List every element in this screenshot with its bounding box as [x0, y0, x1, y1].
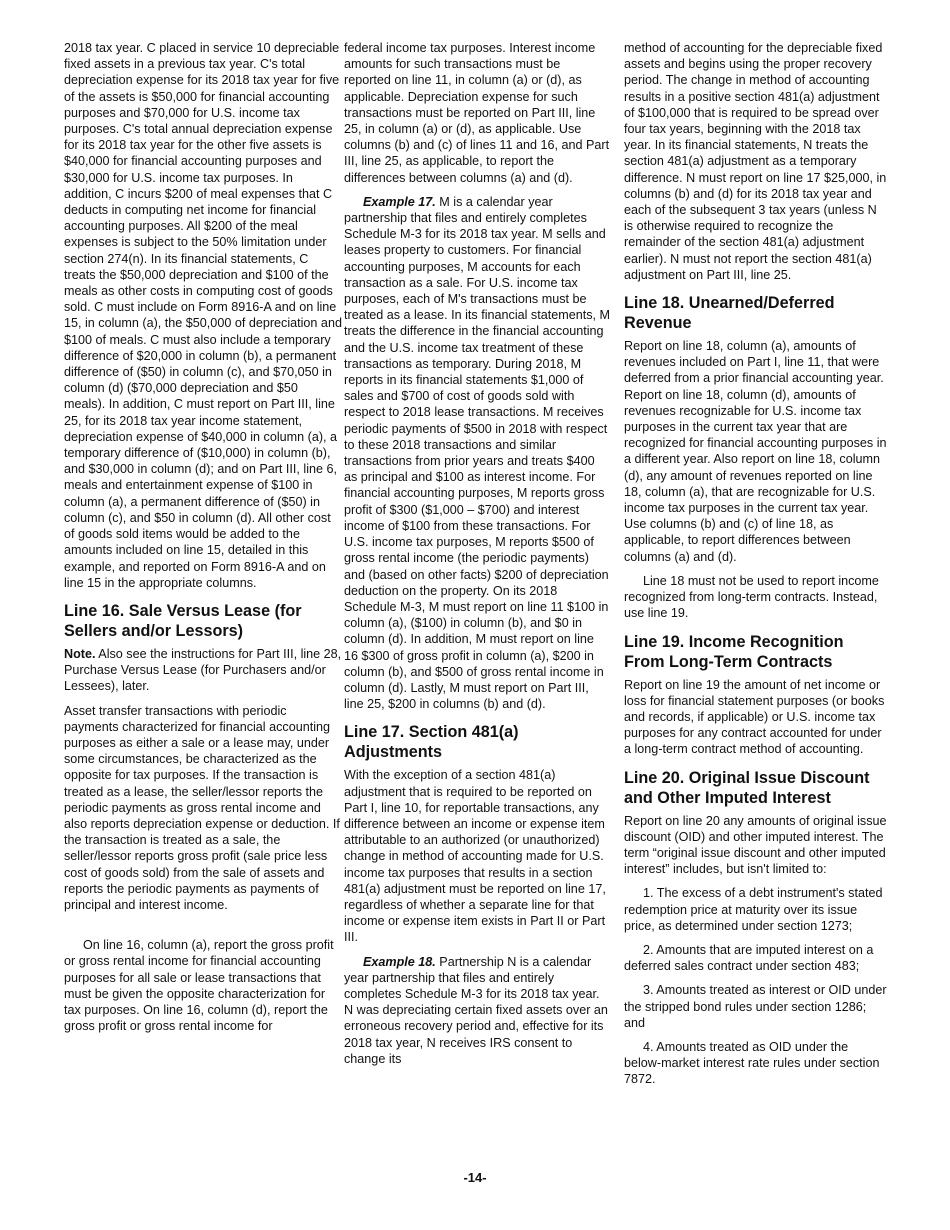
paragraph: Asset transfer transactions with periodic payments characterized for financial accounting purposes as either a sale or a lease may, under some circumstances, be characterized as the opposite for tax purposes. If the transaction is treated as a lease, the seller/lessor reports the periodic payments as gross rental income and also reports depreciation expense or deduction. If the transaction is treated as a sale, the seller/lessor reports gross profit (sale price less cost of goods sold) from the sale of assets and reports the periodic payments as payments of principal and interest income. [64, 703, 340, 912]
note-paragraph [64, 646, 342, 695]
example-17 [344, 194, 610, 713]
note-label: Note. [64, 646, 96, 661]
paragraph: Line 18 must not be used to report income recognized from long-term contracts. Instead, use line 19. [624, 573, 879, 621]
paragraph: method of accounting for the depreciable fixed assets and begins using the proper recovery period. The change in method of accounting results in a positive section 481(a) adjustment of $100,000 that is required to be spread over four tax years, beginning with the 2018 tax year. In its financial statements, N treats the section 481(a) adjustment as a temporary difference. N must report on line 17 $25,000, in columns (b) and (d) for its 2018 tax year and each of the subsequent 3 tax years (unless N is otherwise required to recognize the remainder of the section 481(a) adjustment earlier). N must not report the section 481(a) adjustment on Part III, line 25. [624, 41, 887, 282]
paragraph: On line 16, column (a), report the gross profit or gross rental income for financial accounting purposes for all sale or lease transactions that must be given the opposite characterization for tax purposes. On line 16, column (d), report the gross profit or gross rental income for [64, 938, 334, 1034]
list-item: 4. Amounts treated as OID under the below-market interest rate rules under section 7872. [624, 1039, 880, 1087]
paragraph: Report on line 18, column (a), amounts of revenues included on Part I, line 11, that were deferred from a prior financial accounting year. Report on line 18, column (d), amounts of revenues recognizable for U.S. income tax purposes in the current tax year that are recognized for financial accounting purposes in a different year. Also report on line 18, column (d), any amount of revenues reported on line 18, column (a), that are recognizable for U.S. income tax purposes in the current tax year. Use columns (b) and (c) of line 18, as applicable, to report differences between columns (a) and (d). [624, 339, 887, 564]
list-item: 3. Amounts treated as interest or OID under the stripped bond rules under section 1286; and [624, 983, 887, 1030]
heading-line-18: Line 18. Unearned/Deferred Revenue [624, 294, 835, 333]
heading-line-16: Line 16. Sale Versus Lease (for Sellers and/or Lessors) [64, 601, 302, 640]
paragraph: Report on line 19 the amount of net income or loss for financial statement purposes (or books and records, if applicable) or U.S. income tax purposes for any contract accounted for under a long-term contract method of accounting. [624, 677, 885, 757]
example-18 [344, 954, 610, 1067]
paragraph: 2018 tax year. C placed in service 10 depreciable fixed assets in a previous tax year. C's total depreciation expense for its 2018 tax year for five of the assets is $50,000 for financial accounting purposes and $70,000 for U.S. income tax purposes. C's total annual depreciation expense for its 2018 tax year for the other five assets is $40,000 for financial accounting purposes and $30,000 for U.S. income tax purposes. In addition, C incurs $200 of meal expenses that C deducts in computing net income for financial accounting purposes. All $200 of the meal expenses is subject to the 50% limitation under section 274(n). In its financial statements, C treats the $50,000 depreciation and $100 of the meals as other costs in computing cost of goods sold. C must include on Form 8916-A and on line 15, in column (a), the $50,000 of depreciation and $100 of meals. C must also include a temporary difference of $20,000 in column (b), a permanent difference of ($50) in column (c), and $70,050 in column (d) ($70,000 depreciation and $50 meals). In addition, C must report on Part III, line 25, for its 2018 tax year income statement, depreciation expense of $40,000 in column (a), a temporary difference of ($10,000) in column (b), and $30,000 in column (d); and on Part III, line 6, meals and entertainment expense of $100 in column (a), a permanent difference of ($50) in column (c), and $50 in column (d). All other cost of goods sold items would be added to the amounts included on line 15, detailed in this example, and reported on Form 8916-A and on line 15 in the appropriate columns. [64, 41, 342, 590]
heading-line-20: Line 20. Original Issue Discount and Other Imputed Interest [624, 768, 870, 807]
column-left [64, 40, 342, 1042]
example-text: Partnership N is a calendar year partnership that files and entirely completes Schedule M-3 for its 2018 tax year. N was depreciating certain fixed assets over an erroneous recovery period and, effective for its 2018 tax year, N receives IRS consent to change its [344, 954, 608, 1066]
paragraph: federal income tax purposes. Interest income amounts for such transactions must be reported on line 11, in column (a) or (d), as applicable. Depreciation expense for such transactions must be reported on Part III, line 25, in column (a) or (d), as applicable. Use columns (b) and (c) of lines 11 and 16, and Part III, line 25, as applicable, to report the differences between columns (a) and (d). [344, 41, 610, 185]
page-number: -14- [463, 1170, 487, 1185]
example-label: Example 17. [363, 194, 436, 209]
example-label: Example 18. [363, 954, 436, 969]
column-middle [344, 40, 610, 1075]
heading-line-19: Line 19. Income Recognition From Long-Term Contracts [624, 632, 844, 671]
paragraph: Report on line 20 any amounts of original issue discount (OID) and other imputed interest. The term “original issue discount and other imputed interest” includes, but isn't limited to: [624, 813, 887, 877]
heading-line-17: Line 17. Section 481(a) Adjustments [344, 723, 519, 762]
paragraph: With the exception of a section 481(a) adjustment that is required to be reported on Part I, line 10, for reportable transactions, any difference between an income or expense item attributable to an authorized (or unauthorized) change in method of accounting made for U.S. income tax purposes that results in a section 481(a) adjustment must be reported on line 17, regardless of whether a separate line for that income or expense item exists in Part II or Part III. [344, 768, 606, 945]
list-item: 2. Amounts that are imputed interest on a deferred sales contract under section 483; [624, 942, 874, 974]
column-right [624, 40, 888, 1096]
note-text: Also see the instructions for Part III, line 28, Purchase Versus Lease (for Purchasers and/or Lessees), later. [64, 646, 342, 694]
list-item: 1. The excess of a debt instrument's stated redemption price at maturity over its issue price, as determined under section 1273; [624, 886, 883, 933]
example-text: M is a calendar year partnership that files and entirely completes Schedule M-3 for its 2018 tax year. M sells and leases property to customers. For financial accounting purposes, M accounts for each transaction as a sale. For U.S. income tax purposes, each of M's transactions must be treated as a lease. In its financial statements, M treats the difference in the financial accounting and the U.S. income tax treatment of these transactions as temporary. During 2018, M reports in its financial statements $1,000 of sales and $700 of cost of goods sold with respect to 2018 lease transactions. M receives periodic payments of $500 in 2018 with respect to these 2018 transactions and similar transactions from prior years and treats $400 as principal and $100 as interest income. For financial accounting purposes, M reports gross profit of $300 ($1,000 – $700) and interest income of $100 from these transactions. For U.S. income tax purposes, M reports $500 of gross rental income (the periodic payments) and (based on other facts) $200 of depreciation deduction on the property. On its 2018 Schedule M-3, M must report on line 11 $100 in column (a), ($100) in column (b), and $0 in column (d). In addition, M must report on line 16 $300 of gross profit in column (a), $200 in column (b), and $500 of gross rental income in column (d). Lastly, M must report on Part III, line 25, $200 in columns (b) and (d). [344, 194, 610, 712]
